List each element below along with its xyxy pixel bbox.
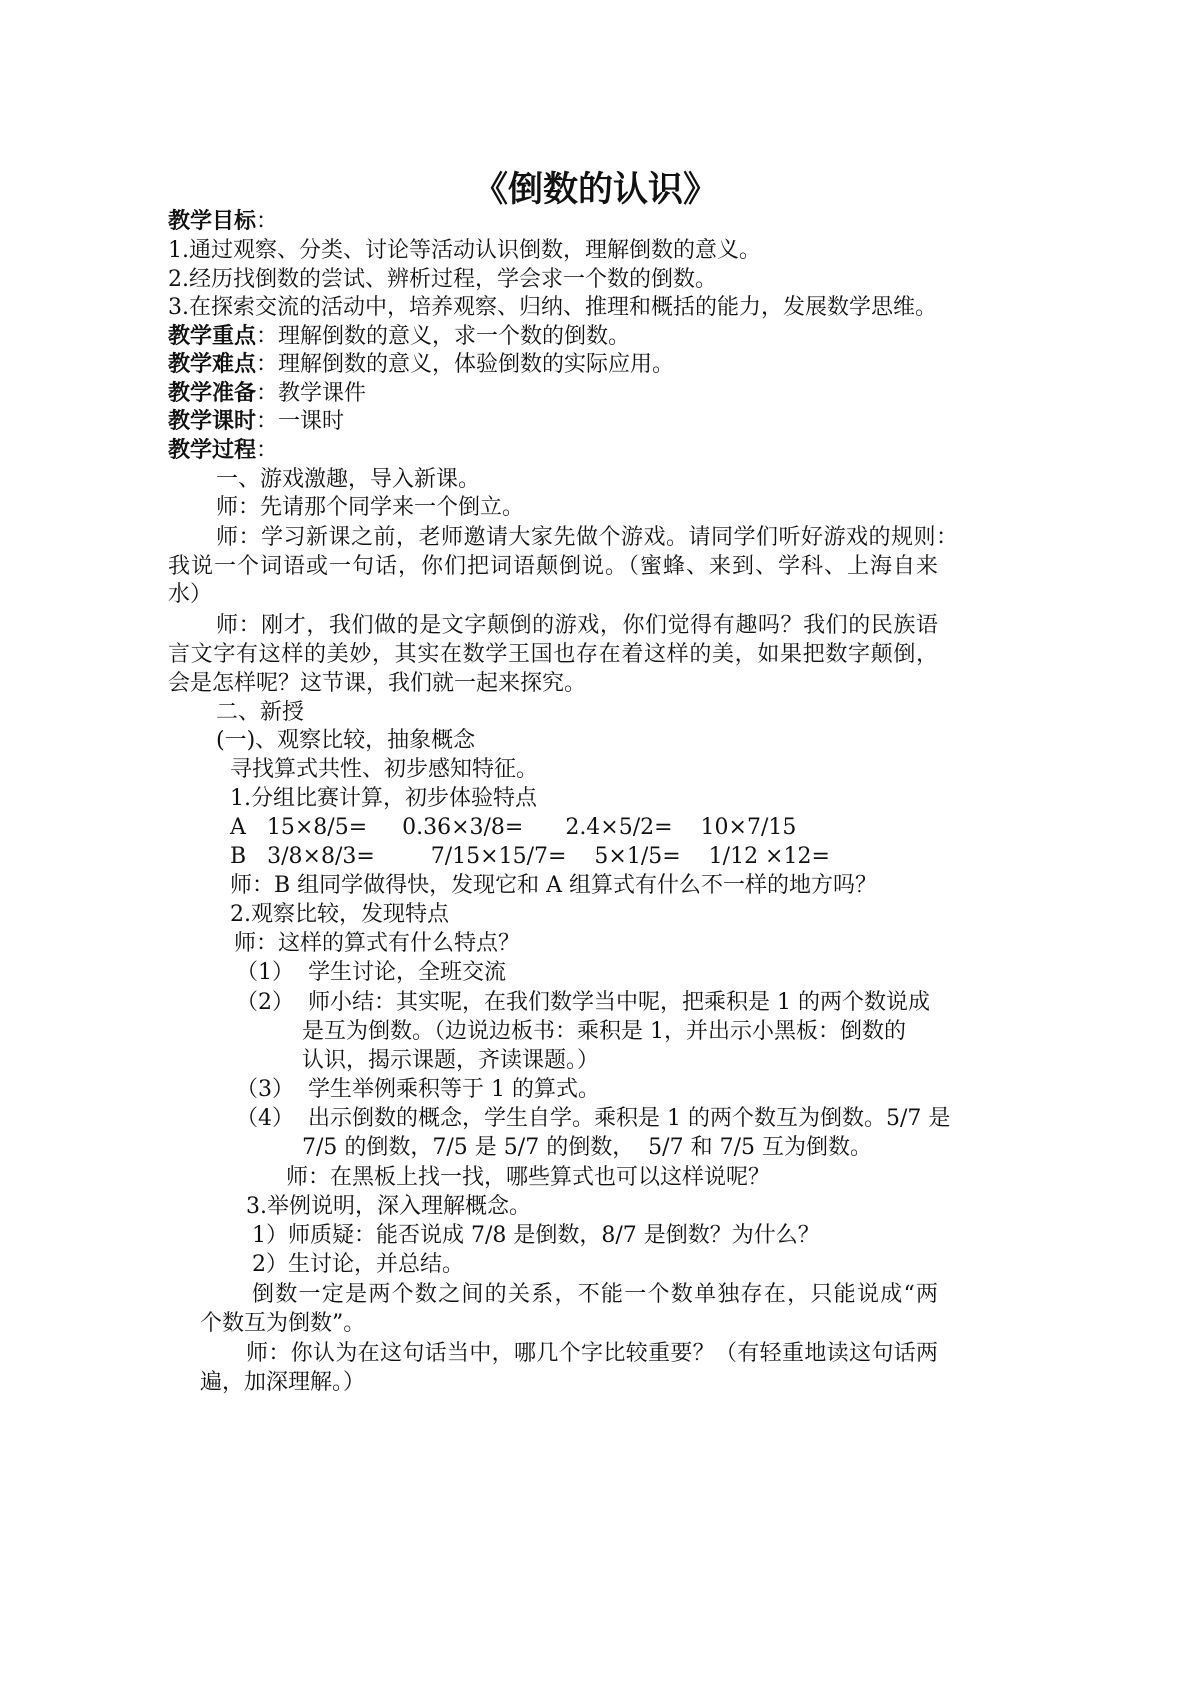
difficulty-line — [168, 351, 674, 379]
process-label: 教学过程 — [168, 438, 257, 463]
process-line-31: 师：你认为在这句话当中，哪几个字比较重要？（有轻重地读这句话两 — [246, 1341, 938, 1366]
process-line-13: A 15×8/5= 0.36×3/8= 2.4×5/2= 10×7/15 — [230, 815, 797, 840]
class-hours-line — [168, 408, 344, 436]
process-line-9: 二、新授 — [216, 700, 305, 725]
objective-item-3: 3.在探索交流的活动中，培养观察、归纳、推理和概括的能力，发展数学思维。 — [168, 295, 937, 320]
process-line-24: 7/5 的倒数，7/5 是 5/7 的倒数， 5/7 和 7/5 互为倒数。 — [302, 1135, 872, 1160]
process-heading-line — [168, 437, 278, 465]
process-line-16: 2.观察比较，发现特点 — [230, 902, 449, 927]
process-line-23: （4） 出示倒数的概念，学生自学。乘积是 1 的两个数互为倒数。5/7 是 — [236, 1106, 951, 1131]
process-line-21: 认识，揭示课题，齐读课题。） — [302, 1048, 600, 1073]
objectives-heading-line — [168, 208, 278, 236]
process-line-27: 1）师质疑：能否说成 7/8 是倒数，8/7 是倒数？为什么？ — [252, 1223, 820, 1248]
process-line-18: （1） 学生讨论，全班交流 — [236, 960, 506, 985]
process-line-15: 师：B 组同学做得快，发现它和 A 组算式有什么不一样的地方吗？ — [230, 873, 878, 898]
objective-item-1: 1.通过观察、分类、讨论等活动认识倒数，理解倒数的意义。 — [168, 238, 761, 263]
class-hours-label: 教学课时 — [168, 409, 257, 434]
objectives-colon: ： — [256, 209, 279, 234]
process-line-25: 师：在黑板上找一找，哪些算式也可以这样说呢？ — [286, 1165, 771, 1190]
process-line-5: 水） — [168, 582, 213, 607]
process-line-28: 2）生讨论，并总结。 — [252, 1252, 464, 1277]
process-line-17: 师：这样的算式有什么特点？ — [234, 931, 521, 956]
process-colon: ： — [256, 438, 279, 463]
process-line-29: 倒数一定是两个数之间的关系，不能一个数单独存在，只能说成“两 — [252, 1282, 938, 1307]
process-line-3: 师：学习新课之前，老师邀请大家先做个游戏。请同学们听好游戏的规则： — [216, 525, 958, 550]
process-line-6: 师：刚才，我们做的是文字颠倒的游戏，你们觉得有趣吗？我们的民族语 — [216, 613, 938, 638]
process-line-19: （2） 师小结：其实呢，在我们数学当中呢，把乘积是 1 的两个数说成 — [236, 990, 930, 1015]
class-hours-value: ：一课时 — [256, 409, 345, 434]
process-line-1: 一、游戏激趣，导入新课。 — [216, 467, 481, 492]
difficulty-label: 教学难点 — [168, 352, 257, 377]
process-line-4: 我说一个词语或一句话，你们把词语颠倒说。（蜜蜂、来到、学科、上海自来 — [168, 554, 938, 579]
process-line-7: 言文字有这样的美妙，其实在数学王国也存在着这样的美，如果把数字颠倒， — [168, 642, 938, 667]
process-line-32: 遍，加深理解。） — [200, 1370, 366, 1395]
key-point-value: ：理解倒数的意义，求一个数的倒数。 — [256, 324, 631, 349]
key-point-line — [168, 323, 630, 351]
process-line-20: 是互为倒数。（边说边板书：乘积是 1，并出示小黑板：倒数的 — [302, 1019, 906, 1044]
preparation-value: ：教学课件 — [256, 381, 367, 406]
process-line-8: 会是怎样呢？这节课，我们就一起来探究。 — [168, 671, 587, 696]
document-title: 《倒数的认识》 — [472, 169, 718, 210]
process-line-26: 3.举例说明，深入理解概念。 — [246, 1194, 531, 1219]
process-line-12: 1.分组比赛计算，初步体验特点 — [230, 786, 537, 811]
objective-item-2: 2.经历找倒数的尝试、辨析过程，学会求一个数的倒数。 — [168, 267, 717, 292]
process-line-30: 个数互为倒数”。 — [200, 1311, 366, 1336]
process-line-2: 师：先请那个同学来一个倒立。 — [216, 495, 525, 520]
process-line-22: （3） 学生举例乘积等于 1 的算式。 — [236, 1077, 600, 1102]
key-point-label: 教学重点 — [168, 324, 257, 349]
preparation-label: 教学准备 — [168, 381, 257, 406]
process-line-11: 寻找算式共性、初步感知特征。 — [230, 757, 539, 782]
process-line-14: B 3/8×8/3= 7/15×15/7= 5×1/5= 1/12 ×12= — [230, 844, 830, 869]
difficulty-value: ：理解倒数的意义，体验倒数的实际应用。 — [256, 352, 675, 377]
process-line-10: (一)、观察比较，抽象概念 — [216, 728, 476, 753]
objectives-heading: 教学目标 — [168, 209, 257, 234]
preparation-line — [168, 380, 366, 408]
